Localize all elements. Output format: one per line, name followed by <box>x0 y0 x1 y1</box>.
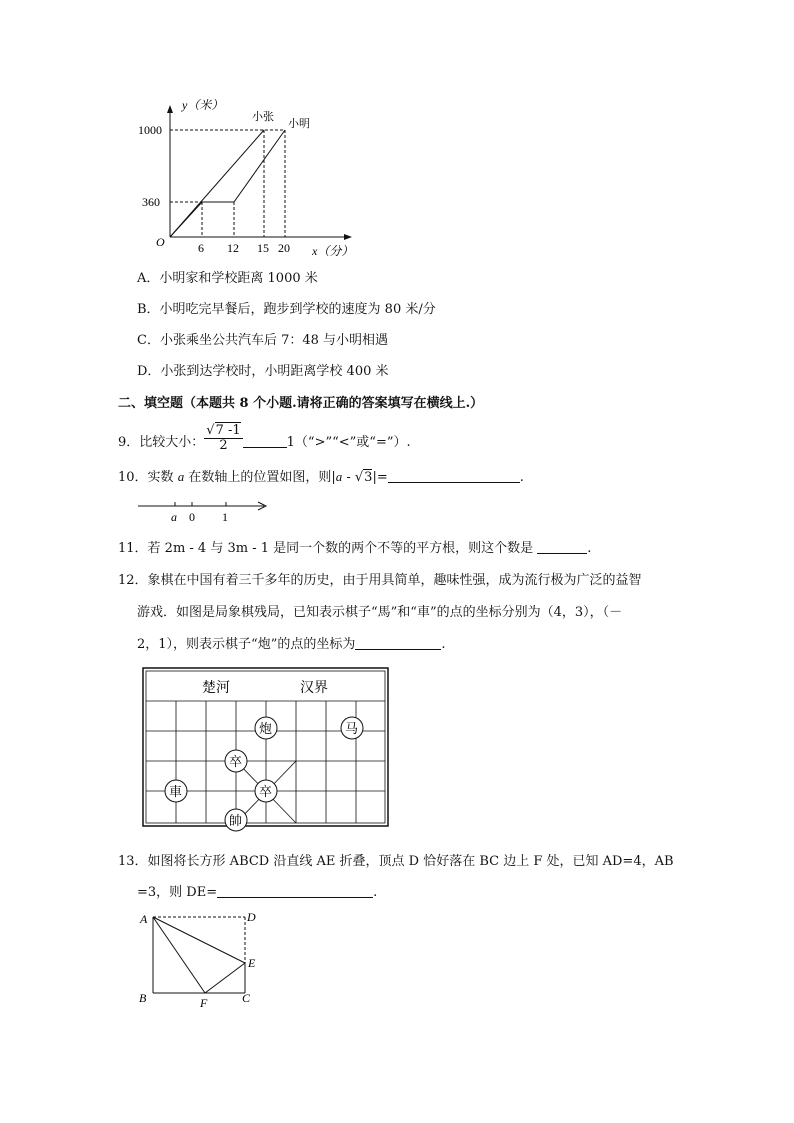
piece-zu-1-label: 卒 <box>229 754 243 769</box>
q9-answer-blank[interactable] <box>243 434 287 448</box>
q12-end: . <box>441 637 446 652</box>
rect-label-f: F <box>200 996 208 1010</box>
q13-answer-blank[interactable] <box>217 884 373 898</box>
ming-line <box>170 130 285 237</box>
q13-line-1: 13．如图将长方形 ABCD 沿直线 AE 折叠，顶点 D 恰好落在 BC 边上 F 处，已知 AD=4，AB <box>118 854 674 869</box>
x-tick-15: 15 <box>257 241 269 255</box>
chess-board <box>140 665 392 835</box>
piece-shuai-label: 帥 <box>229 813 243 828</box>
q10-mid: 在数轴上的位置如图，则| <box>184 470 336 485</box>
q9-frac-den: 2 <box>219 438 228 453</box>
q10-expr-var: a <box>335 469 343 484</box>
piece-zu-2-label: 卒 <box>259 784 273 799</box>
q10-end: . <box>519 470 524 485</box>
q9-prefix: 9．比较大小： <box>118 435 205 450</box>
q12-line-1: 12．象棋在中国有着三千多年的历史，由于用具简单，趣味性强，成为流行极为广泛的益智 <box>118 573 642 588</box>
piece-zu-1 <box>225 750 247 772</box>
rectangle-fold-figure <box>134 905 274 1015</box>
q8-option-b: B．小明吃完早餐后，跑步到学校的速度为 80 米/分 <box>137 302 436 317</box>
piece-ju <box>165 780 187 802</box>
section-heading: 二、填空题（本题共 8 个小题.请将正确的答案填写在横线上.） <box>118 396 484 411</box>
q10-var: a <box>177 469 185 484</box>
q11-answer-blank[interactable] <box>537 540 587 554</box>
q13-end: . <box>373 885 378 900</box>
q9-frac-num: 7 -1 <box>215 423 241 438</box>
y-tick-360: 360 <box>142 195 160 209</box>
q12-line-3-text: 2，1），则表示棋子“炮”的点的坐标为 <box>137 637 356 652</box>
q10-after: |= <box>372 470 388 485</box>
piece-shuai <box>225 809 247 831</box>
q13-line-2 <box>137 884 377 902</box>
river-right: 汉界 <box>300 681 328 696</box>
x-tick-12: 12 <box>227 241 239 255</box>
piece-zu-2 <box>255 780 277 802</box>
numberline-a: a <box>171 510 177 524</box>
y-tick-1000: 1000 <box>138 123 162 137</box>
q10-sqrt: 3 <box>364 470 373 485</box>
x-tick-6: 6 <box>198 241 204 255</box>
x-tick-20: 20 <box>278 241 290 255</box>
number-line <box>134 494 274 524</box>
origin-label: O <box>156 235 165 249</box>
q9 <box>118 423 411 457</box>
x-axis-label: x（分） <box>312 244 354 258</box>
q11-end: . <box>587 541 592 556</box>
q12-answer-blank[interactable] <box>355 636 441 650</box>
q10-answer-blank[interactable] <box>388 469 520 483</box>
rect-label-e: E <box>248 956 256 970</box>
distance-time-graph <box>130 95 370 265</box>
q13-line-2-text: =3，则 DE= <box>137 885 218 900</box>
q12-line-3 <box>137 636 445 654</box>
q8-option-c: C．小张乘坐公共汽车后 7：48 与小明相遇 <box>137 333 389 348</box>
label-zhang: 小张 <box>252 111 274 123</box>
q8-option-d: D．小张到达学校时，小明距离学校 400 米 <box>137 364 389 379</box>
rect-label-c: C <box>242 991 251 1005</box>
river-left: 楚河 <box>202 681 230 696</box>
q10-expr-rest: - <box>342 470 355 485</box>
piece-ma-label: 马 <box>345 721 359 736</box>
numberline-zero: 0 <box>189 510 195 524</box>
piece-pao-label: 炮 <box>259 721 273 736</box>
piece-pao <box>255 717 277 739</box>
q11 <box>118 540 591 558</box>
q10-prefix: 10．实数 <box>118 470 178 485</box>
q8-option-a: A．小明家和学校距离 1000 米 <box>137 271 318 286</box>
piece-ju-label: 車 <box>169 784 183 799</box>
label-ming: 小明 <box>288 118 310 130</box>
rect-label-d: D <box>247 910 256 924</box>
q10: 10．实数 a 在数轴上的位置如图，则|a - √3|= . <box>118 469 524 485</box>
q9-suffix: 1（“>”“<”或“=”）. <box>286 435 411 450</box>
q11-text: 11．若 2m - 4 与 3m - 1 是同一个数的两个不等的平方根，则这个数是 <box>118 541 534 556</box>
piece-ma <box>341 717 363 739</box>
q9-fraction: $\frac{√7 -1}{2}$ <box>206 423 241 453</box>
y-axis-label: y（米） <box>182 98 224 112</box>
rect-label-b: B <box>139 991 147 1005</box>
q12-line-2: 游戏．如图是局象棋残局，已知表示棋子“馬”和“車”的点的坐标分别为（4，3），（－ <box>137 605 623 620</box>
numberline-one: 1 <box>222 510 228 524</box>
zhang-line <box>170 130 264 237</box>
rect-label-a: A <box>140 912 148 926</box>
